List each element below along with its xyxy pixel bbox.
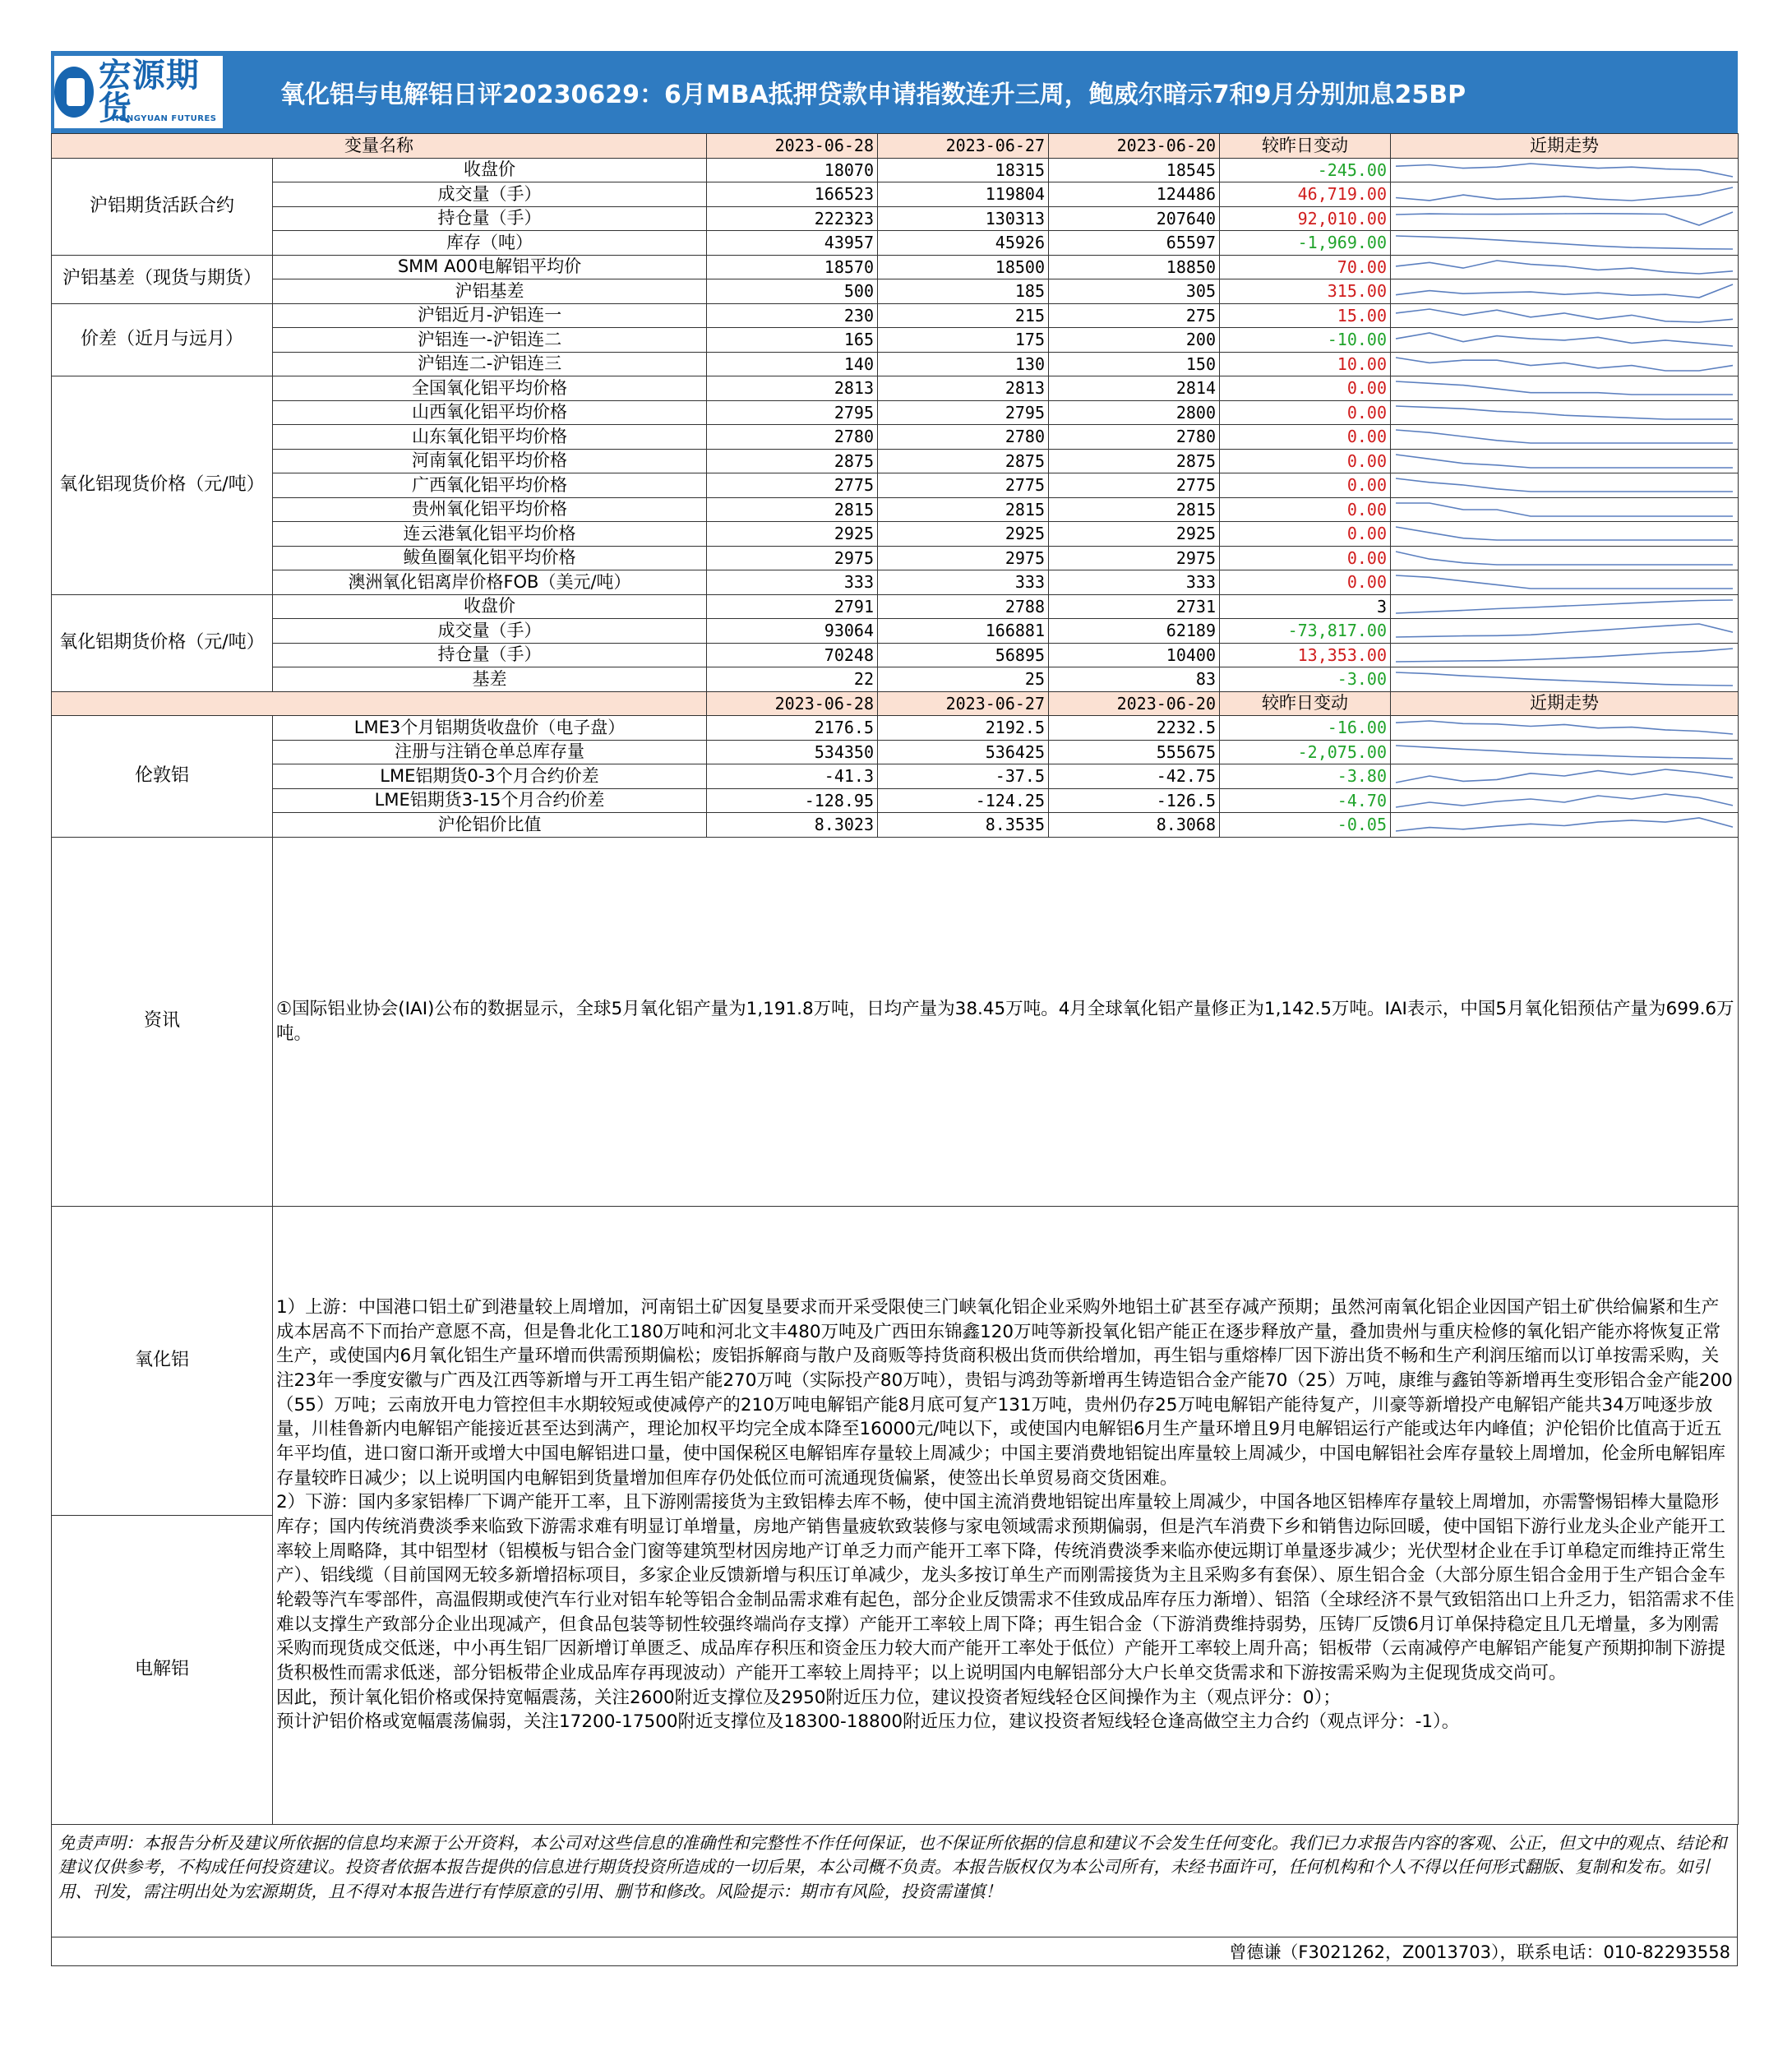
trend-cell	[1391, 522, 1739, 547]
daily-change: 0.00	[1220, 497, 1391, 522]
variable-name: 沪伦铝价比值	[273, 813, 707, 838]
trend-sparkline	[1391, 789, 1738, 812]
trend-sparkline	[1391, 498, 1738, 521]
value-2023-06-20: 2925	[1049, 522, 1220, 547]
value-2023-06-28: 8.3023	[707, 813, 878, 838]
trend-cell	[1391, 158, 1739, 182]
value-2023-06-20: 2815	[1049, 497, 1220, 522]
value-2023-06-27: -124.25	[878, 788, 1049, 813]
value-2023-06-27: 2975	[878, 546, 1049, 570]
table-row	[52, 400, 1739, 425]
header-name: 变量名称	[52, 134, 707, 159]
variable-name: 基差	[273, 667, 707, 692]
header-date-1: 2023-06-28	[707, 134, 878, 159]
value-2023-06-28: 2780	[707, 425, 878, 450]
value-2023-06-28: 165	[707, 328, 878, 353]
daily-change: -3.80	[1220, 764, 1391, 789]
value-2023-06-20: 2731	[1049, 594, 1220, 619]
header-date-2: 2023-06-27	[878, 134, 1049, 159]
trend-line	[1396, 261, 1733, 274]
value-2023-06-28: 222323	[707, 206, 878, 231]
header-change: 较昨日变动	[1220, 134, 1391, 159]
trend-line	[1396, 575, 1733, 589]
trend-cell	[1391, 231, 1739, 256]
header-trend: 近期走势	[1391, 134, 1739, 159]
trend-cell	[1391, 788, 1739, 813]
value-2023-06-28: 18570	[707, 255, 878, 279]
table-row	[52, 594, 1739, 619]
variable-name: 成交量（手）	[273, 619, 707, 644]
variable-name: LME铝期货0-3个月合约价差	[273, 764, 707, 789]
header-blank	[52, 691, 707, 716]
trend-cell	[1391, 473, 1739, 498]
trend-sparkline	[1391, 644, 1738, 667]
value-2023-06-28: 2875	[707, 449, 878, 473]
daily-change: 15.00	[1220, 303, 1391, 328]
trend-cell	[1391, 546, 1739, 570]
variable-name: 山西氧化铝平均价格	[273, 400, 707, 425]
value-2023-06-20: -126.5	[1049, 788, 1220, 813]
table-row	[52, 619, 1739, 644]
table-row	[52, 546, 1739, 570]
category-label: 沪铝期货活跃合约	[52, 158, 273, 255]
trend-line	[1396, 236, 1733, 249]
trend-line	[1396, 333, 1733, 346]
trend-sparkline	[1391, 473, 1738, 496]
daily-change: 0.00	[1220, 449, 1391, 473]
trend-line	[1396, 527, 1733, 540]
table-row	[52, 376, 1739, 401]
trend-line	[1396, 284, 1733, 298]
trend-line	[1396, 818, 1733, 831]
daily-change: 315.00	[1220, 279, 1391, 304]
table-header-row	[52, 134, 1739, 159]
trend-line	[1396, 794, 1733, 807]
value-2023-06-20: 555675	[1049, 740, 1220, 764]
header-date-3: 2023-06-20	[1049, 691, 1220, 716]
value-2023-06-20: 305	[1049, 279, 1220, 304]
table-row	[52, 328, 1739, 353]
trend-sparkline	[1391, 619, 1738, 642]
table-row	[52, 255, 1739, 279]
value-2023-06-27: 56895	[878, 643, 1049, 667]
table-row	[52, 425, 1739, 450]
trend-cell	[1391, 764, 1739, 789]
table-row	[52, 570, 1739, 595]
trend-sparkline	[1391, 522, 1738, 545]
report-title: 氧化铝与电解铝日评20230629：6月MBA抵押贷款申请指数连升三周，鲍威尔暗示7和9月分别加息25BP	[280, 81, 1466, 109]
trend-sparkline	[1391, 207, 1738, 230]
header-date-1: 2023-06-28	[707, 691, 878, 716]
variable-name: LME3个月铝期货收盘价（电子盘）	[273, 716, 707, 741]
trend-line	[1396, 600, 1733, 613]
value-2023-06-28: 2813	[707, 376, 878, 401]
value-2023-06-28: 2925	[707, 522, 878, 547]
value-2023-06-28: 166523	[707, 182, 878, 207]
value-2023-06-20: 2780	[1049, 425, 1220, 450]
value-2023-06-20: 18850	[1049, 255, 1220, 279]
table-row	[52, 303, 1739, 328]
trend-line	[1396, 624, 1733, 637]
trend-cell	[1391, 740, 1739, 764]
value-2023-06-28: 43957	[707, 231, 878, 256]
trend-cell	[1391, 400, 1739, 425]
trend-line	[1396, 212, 1733, 225]
value-2023-06-27: 18500	[878, 255, 1049, 279]
value-2023-06-27: 215	[878, 303, 1049, 328]
value-2023-06-28: 2176.5	[707, 716, 878, 741]
trend-cell	[1391, 449, 1739, 473]
value-2023-06-28: 534350	[707, 740, 878, 764]
daily-change: -245.00	[1220, 158, 1391, 182]
value-2023-06-27: 130	[878, 352, 1049, 376]
value-2023-06-20: 8.3068	[1049, 813, 1220, 838]
daily-change: 13,353.00	[1220, 643, 1391, 667]
company-logo	[54, 56, 223, 128]
variable-name: 贵州氧化铝平均价格	[273, 497, 707, 522]
daily-change: -10.00	[1220, 328, 1391, 353]
value-2023-06-27: 2875	[878, 449, 1049, 473]
header-date-3: 2023-06-20	[1049, 134, 1220, 159]
value-2023-06-27: -37.5	[878, 764, 1049, 789]
daily-change: 0.00	[1220, 473, 1391, 498]
value-2023-06-28: 2975	[707, 546, 878, 570]
value-2023-06-28: 500	[707, 279, 878, 304]
trend-sparkline	[1391, 595, 1738, 618]
value-2023-06-20: 2232.5	[1049, 716, 1220, 741]
value-2023-06-27: 2788	[878, 594, 1049, 619]
table-row	[52, 788, 1739, 813]
value-2023-06-28: 70248	[707, 643, 878, 667]
variable-name: 成交量（手）	[273, 182, 707, 207]
trend-sparkline	[1391, 231, 1738, 254]
value-2023-06-20: 83	[1049, 667, 1220, 692]
daily-change: 0.00	[1220, 425, 1391, 450]
analysis-paragraph: 预计沪铝价格或宽幅震荡偏弱，关注17200-17500附近支撑位及18300-18800附近压力位，建议投资者短线轻仓逢高做空主力合约（观点评分：-1）。	[276, 1711, 1460, 1733]
trend-sparkline	[1391, 570, 1738, 593]
header-date-2: 2023-06-27	[878, 691, 1049, 716]
trend-line	[1396, 455, 1733, 468]
report-frame	[51, 51, 1738, 1966]
table-row	[52, 740, 1739, 764]
table-row	[52, 716, 1739, 741]
value-2023-06-20: 10400	[1049, 643, 1220, 667]
table-header-row-2	[52, 691, 1739, 716]
category-label: 氧化铝期货价格（元/吨）	[52, 594, 273, 691]
analysis-paragraph: 因此，预计氧化铝价格或保持宽幅震荡，关注2600附近支撑位及2950附近压力位，建议投资者短线轻仓区间操作为主（观点评分：0）；	[276, 1687, 1341, 1708]
category-label: 价差（近月与远月）	[52, 303, 273, 376]
trend-cell	[1391, 594, 1739, 619]
trend-line	[1396, 381, 1733, 395]
trend-line	[1396, 503, 1733, 516]
value-2023-06-27: 333	[878, 570, 1049, 595]
variable-name: 鲅鱼圈氧化铝平均价格	[273, 546, 707, 570]
analysis-text	[273, 1206, 1739, 1824]
variable-name: 河南氧化铝平均价格	[273, 449, 707, 473]
table-row	[52, 764, 1739, 789]
trend-cell	[1391, 328, 1739, 353]
variable-name: 山东氧化铝平均价格	[273, 425, 707, 450]
value-2023-06-20: 207640	[1049, 206, 1220, 231]
category-label: 沪铝基差（现货与期货）	[52, 255, 273, 303]
table-row	[52, 279, 1739, 304]
logo-english-text: HONGYUAN FUTURES	[112, 114, 217, 123]
value-2023-06-28: 2795	[707, 400, 878, 425]
value-2023-06-27: 166881	[878, 619, 1049, 644]
category-label: 氧化铝现货价格（元/吨）	[52, 376, 273, 595]
variable-name: 持仓量（手）	[273, 643, 707, 667]
trend-sparkline	[1391, 667, 1738, 690]
trend-cell	[1391, 497, 1739, 522]
trend-cell	[1391, 619, 1739, 644]
variable-name: 广西氧化铝平均价格	[273, 473, 707, 498]
value-2023-06-28: 18070	[707, 158, 878, 182]
value-2023-06-27: 25	[878, 667, 1049, 692]
variable-name: 连云港氧化铝平均价格	[273, 522, 707, 547]
trend-sparkline	[1391, 279, 1738, 302]
variable-name: LME铝期货3-15个月合约价差	[273, 788, 707, 813]
value-2023-06-20: 65597	[1049, 231, 1220, 256]
trend-line	[1396, 769, 1733, 783]
trend-cell	[1391, 425, 1739, 450]
footer-contact: 曾德谦（F3021262，Z0013703），联系电话：010-82293558	[51, 1937, 1738, 1966]
trend-line	[1396, 309, 1733, 322]
value-2023-06-27: 8.3535	[878, 813, 1049, 838]
table-row	[52, 522, 1739, 547]
trend-line	[1396, 164, 1733, 177]
alumina-label: 氧化铝	[52, 1206, 273, 1515]
table-row	[52, 497, 1739, 522]
logo-text: 宏源期货	[98, 57, 200, 127]
variable-name: SMM A00电解铝平均价	[273, 255, 707, 279]
value-2023-06-27: 2192.5	[878, 716, 1049, 741]
table-row	[52, 231, 1739, 256]
daily-change: 0.00	[1220, 522, 1391, 547]
value-2023-06-27: 2925	[878, 522, 1049, 547]
daily-change: 0.00	[1220, 376, 1391, 401]
value-2023-06-27: 130313	[878, 206, 1049, 231]
variable-name: 沪铝连一-沪铝连二	[273, 328, 707, 353]
trend-line	[1396, 721, 1733, 734]
table-row	[52, 473, 1739, 498]
disclaimer: 免责声明：本报告分析及建议所依据的信息均来源于公开资料，本公司对这些信息的准确性和完整性不作任何保证，也不保证所依据的信息和建议不会发生任何变化。我们已力求报告内容的客观、公正，但文中的观点、结论和建议仅供参考，不构成任何投资建议。投资者依据本报告提供的信息进行期货投资所造成的一切后果，本公司概不负责。本报告版权仅为本公司所有，未经书面许可，任何机构和个人不得以任何形式翻版、复制和发布。如引用、刊发，需注明出处为宏源期货，且不得对本报告进行有悖原意的引用、删节和修改。风险提示：期市有风险，投资需谨慎！	[51, 1825, 1738, 1937]
trend-line	[1396, 406, 1733, 419]
value-2023-06-28: 93064	[707, 619, 878, 644]
trend-sparkline	[1391, 425, 1738, 448]
trend-sparkline	[1391, 376, 1738, 399]
variable-name: 持仓量（手）	[273, 206, 707, 231]
trend-line	[1396, 358, 1733, 371]
variable-name: 澳洲氧化铝离岸价格FOB（美元/吨）	[273, 570, 707, 595]
value-2023-06-20: 275	[1049, 303, 1220, 328]
trend-sparkline	[1391, 547, 1738, 570]
trend-sparkline	[1391, 256, 1738, 279]
aluminum-label: 电解铝	[52, 1515, 273, 1824]
value-2023-06-28: 230	[707, 303, 878, 328]
daily-change: -2,075.00	[1220, 740, 1391, 764]
trend-cell	[1391, 255, 1739, 279]
news-row	[52, 837, 1739, 1206]
table-row	[52, 667, 1739, 692]
trend-line	[1396, 672, 1733, 686]
trend-cell	[1391, 182, 1739, 207]
value-2023-06-28: 2775	[707, 473, 878, 498]
value-2023-06-28: 140	[707, 352, 878, 376]
trend-sparkline	[1391, 716, 1738, 739]
value-2023-06-27: 119804	[878, 182, 1049, 207]
variable-name: 注册与注销仓单总库存量	[273, 740, 707, 764]
category-label: 伦敦铝	[52, 716, 273, 838]
value-2023-06-27: 175	[878, 328, 1049, 353]
trend-cell	[1391, 279, 1739, 304]
table-row	[52, 813, 1739, 838]
trend-cell	[1391, 716, 1739, 741]
trend-sparkline	[1391, 741, 1738, 764]
value-2023-06-27: 2775	[878, 473, 1049, 498]
trend-cell	[1391, 206, 1739, 231]
variable-name: 沪铝连二-沪铝连三	[273, 352, 707, 376]
data-table	[51, 133, 1739, 1825]
analysis-paragraph: 1）上游：中国港口铝土矿到港量较上周增加，河南铝土矿因复垦要求而开采受限使三门峡氧化铝企业采购外地铝土矿甚至存减产预期；虽然河南氧化铝企业因国产铝土矿供给偏紧和生产成本居高不下而抬产意愿不高，但是鲁北化工180万吨和河北文丰480万吨及广西田东锦鑫120万吨等新投氧化铝产能正在逐步释放产量，叠加贵州与重庆检修的氧化铝产能亦将恢复正常生产，或使国内6月氧化铝生产量环增而供需预期偏松；废铝拆解商与散户及商贩等持货商积极出货而供给增加，再生铝与重熔棒厂因下游出货不畅和生产利润压缩而以订单按需采购，关注23年一季度安徽与广西及江西等新增与开工再生铝产能270万吨（实际投产80万吨），贵铝与鸿劲等新增再生铸造铝合金产能70（25）万吨，康维与鑫铂等新增再生变形铝合金产能200（55）万吨；云南放开电力管控但丰水期较短或使减停产的210万吨电解铝产能8月底可复产131万吨，贵州仍存25万吨电解铝产能待复产，川豪等新增投产电解铝产能共34万吨逐步放量，川桂鲁新内电解铝产能接近甚至达到满产，理论加权平均完全成本降至16000元/吨以下，或使国内电解铝6月生产量环增且9月电解铝运行产能或达年内峰值；沪伦铝价比值高于近五年平均值，进口窗口渐开或增大中国电解铝进口量，使中国保税区电解铝库存量较上周减少；中国主要消费地铝锭出库量较上周减少，中国电解铝社会库存量较上周增加，伦金所电解铝库存量较昨日减少；以上说明国内电解铝到货量增加但库存仍处低位而可流通现货偏紧，使签出长单贸易商交货困难。	[276, 1297, 1733, 1489]
trend-sparkline	[1391, 328, 1738, 351]
value-2023-06-28: 22	[707, 667, 878, 692]
table-row	[52, 158, 1739, 182]
value-2023-06-28: 2815	[707, 497, 878, 522]
daily-change: 0.00	[1220, 570, 1391, 595]
daily-change: -3.00	[1220, 667, 1391, 692]
value-2023-06-20: 2975	[1049, 546, 1220, 570]
daily-change: -4.70	[1220, 788, 1391, 813]
header-trend: 近期走势	[1391, 691, 1739, 716]
header-change: 较昨日变动	[1220, 691, 1391, 716]
value-2023-06-20: 18545	[1049, 158, 1220, 182]
variable-name: 沪铝基差	[273, 279, 707, 304]
value-2023-06-20: 124486	[1049, 182, 1220, 207]
trend-line	[1396, 187, 1733, 201]
trend-sparkline	[1391, 159, 1738, 182]
daily-change: -1,969.00	[1220, 231, 1391, 256]
report-header	[51, 51, 1738, 133]
value-2023-06-27: 2795	[878, 400, 1049, 425]
trend-line	[1396, 649, 1733, 662]
value-2023-06-20: 333	[1049, 570, 1220, 595]
news-label: 资讯	[52, 837, 273, 1206]
value-2023-06-20: 2875	[1049, 449, 1220, 473]
value-2023-06-27: 2815	[878, 497, 1049, 522]
value-2023-06-28: 2791	[707, 594, 878, 619]
table-row	[52, 449, 1739, 473]
value-2023-06-20: 62189	[1049, 619, 1220, 644]
daily-change: 92,010.00	[1220, 206, 1391, 231]
trend-sparkline	[1391, 813, 1738, 836]
daily-change: -16.00	[1220, 716, 1391, 741]
trend-line	[1396, 746, 1733, 759]
trend-sparkline	[1391, 764, 1738, 787]
trend-cell	[1391, 303, 1739, 328]
daily-change: 70.00	[1220, 255, 1391, 279]
value-2023-06-28: -41.3	[707, 764, 878, 789]
news-text: ①国际铝业协会(IAI)公布的数据显示，全球5月氧化铝产量为1,191.8万吨，日均产量为38.45万吨。4月全球氧化铝产量修正为1,142.5万吨。IAI表示，中国5月氧化铝预估产量为699.6万吨。	[273, 837, 1739, 1206]
value-2023-06-20: 200	[1049, 328, 1220, 353]
table-row	[52, 206, 1739, 231]
trend-line	[1396, 478, 1733, 492]
analysis-paragraph: 2）下游：国内多家铝棒厂下调产能开工率，且下游刚需接货为主致铝棒去库不畅，使中国主流消费地铝锭出库量较上周减少，中国各地区铝棒库存量较上周增加，亦需警惕铝棒大量隐形库存；国内传统消费淡季来临致下游需求难有明显订单增量，房地产销售量疲软致装修与家电领域需求预期偏弱，但是汽车消费下乡和销售边际回暖，使中国铝下游行业龙头企业产能开工率较上周略降，其中铝型材（铝模板与铝合金门窗等建筑型材因房地产订单乏力而产能开工率下降，传统消费淡季来临亦使远期订单量逐步减少；光伏型材企业在手订单稳定而维持正常生产）、铝线缆（目前国网无较多新增招标项目，多家企业反馈新增与积压订单减少，龙头多按订单生产而刚需接货为主且采购多有套保）、原生铝合金（大部分原生铝合金用于生产铝合金车轮毂等汽车零部件，高温假期或使汽车行业对铝车轮等铝合金制品需求难有起色，部分企业反馈需求不佳致成品库存压力渐增）、铝箔（全球经济不景气致铝箔出口上升乏力，铝箔需求不佳难以支撑生产致部分企业出现减产，但食品包装等韧性较强终端尚存支撑）产能开工率较上周下降；再生铝合金（下游消费维持弱势，压铸厂反馈6月订单保持稳定且几无增量，多为刚需采购而现货成交低迷，中小再生铝厂因新增订单匮乏、成品库存积压和资金压力较大而产能开工率处于低位）产能开工率较上周升高；铝板带（云南减停产电解铝产能复产预期抑制下游提货积极性而需求低迷，部分铝板带企业成品库存再现波动）产能开工率较上周持平；以上说明国内电解铝部分大户长单交货需求和下游按需采购为主促现货成交尚可。	[276, 1492, 1734, 1683]
value-2023-06-27: 2780	[878, 425, 1049, 450]
trend-sparkline	[1391, 353, 1738, 376]
trend-sparkline	[1391, 401, 1738, 424]
daily-change: 0.00	[1220, 400, 1391, 425]
trend-cell	[1391, 376, 1739, 401]
value-2023-06-27: 18315	[878, 158, 1049, 182]
daily-change: 3	[1220, 594, 1391, 619]
value-2023-06-27: 536425	[878, 740, 1049, 764]
variable-name: 收盘价	[273, 594, 707, 619]
value-2023-06-27: 2813	[878, 376, 1049, 401]
trend-cell	[1391, 352, 1739, 376]
variable-name: 库存（吨）	[273, 231, 707, 256]
trend-cell	[1391, 643, 1739, 667]
value-2023-06-27: 45926	[878, 231, 1049, 256]
table-row	[52, 352, 1739, 376]
trend-sparkline	[1391, 182, 1738, 206]
daily-change: 46,719.00	[1220, 182, 1391, 207]
daily-change: 10.00	[1220, 352, 1391, 376]
value-2023-06-20: 150	[1049, 352, 1220, 376]
daily-change: -0.05	[1220, 813, 1391, 838]
variable-name: 收盘价	[273, 158, 707, 182]
trend-line	[1396, 430, 1733, 443]
value-2023-06-20: 2814	[1049, 376, 1220, 401]
analysis-row	[52, 1206, 1739, 1515]
trend-cell	[1391, 570, 1739, 595]
value-2023-06-28: -128.95	[707, 788, 878, 813]
table-row	[52, 182, 1739, 207]
value-2023-06-20: -42.75	[1049, 764, 1220, 789]
daily-change: -73,817.00	[1220, 619, 1391, 644]
variable-name: 全国氧化铝平均价格	[273, 376, 707, 401]
value-2023-06-28: 333	[707, 570, 878, 595]
table-row	[52, 643, 1739, 667]
daily-change: 0.00	[1220, 546, 1391, 570]
trend-sparkline	[1391, 450, 1738, 473]
value-2023-06-20: 2800	[1049, 400, 1220, 425]
trend-line	[1396, 552, 1733, 565]
variable-name: 沪铝近月-沪铝连一	[273, 303, 707, 328]
trend-cell	[1391, 667, 1739, 692]
value-2023-06-27: 185	[878, 279, 1049, 304]
logo-mark-icon	[54, 67, 94, 118]
trend-sparkline	[1391, 304, 1738, 327]
value-2023-06-20: 2775	[1049, 473, 1220, 498]
trend-cell	[1391, 813, 1739, 838]
